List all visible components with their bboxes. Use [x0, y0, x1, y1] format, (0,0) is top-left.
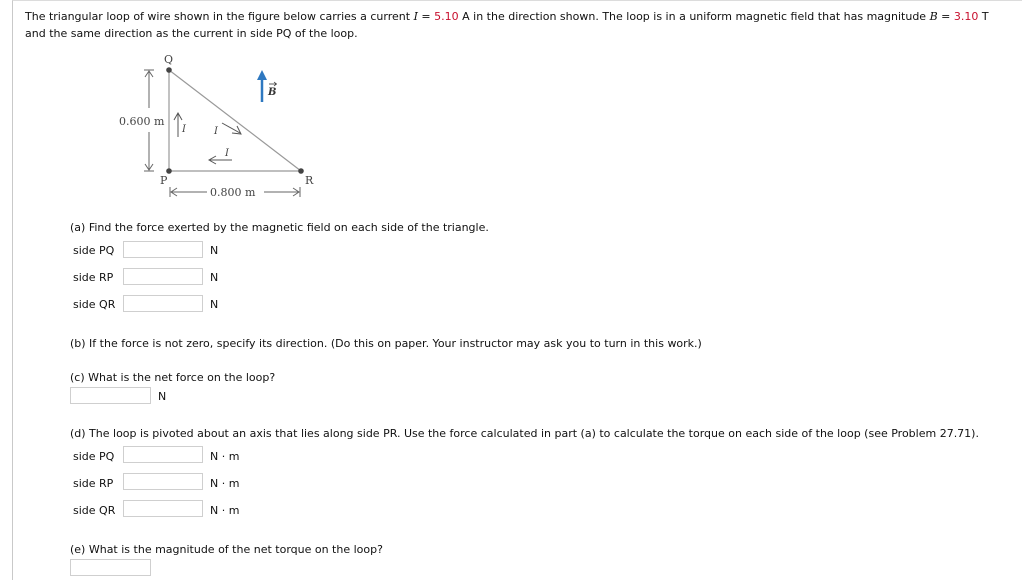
part-a-question: (a) Find the force exerted by the magnetic field on each side of the triangle.	[70, 221, 489, 234]
part-d-label-qr: side QR	[73, 504, 116, 517]
part-a-input-rp[interactable]	[123, 268, 203, 285]
part-a-unit-rp: N	[210, 271, 219, 284]
part-c-question: (c) What is the net force on the loop?	[70, 371, 276, 384]
label-r: R	[305, 174, 314, 187]
current-label-qr: I	[214, 126, 218, 137]
part-c-unit: N	[158, 390, 167, 403]
problem-text: T	[978, 10, 989, 23]
current-value: 5.10	[434, 10, 459, 23]
height-label: 0.600 m	[119, 115, 165, 128]
part-a-input-qr[interactable]	[123, 295, 203, 312]
part-d-input-pq[interactable]	[123, 446, 203, 463]
problem-text-line2: and the same direction as the current in side PQ of the loop.	[25, 27, 358, 40]
part-e-input[interactable]	[70, 559, 151, 576]
field-symbol: B	[929, 10, 938, 23]
part-d-label-pq: side PQ	[73, 450, 115, 463]
part-d-label-rp: side RP	[73, 477, 114, 490]
part-a-input-pq[interactable]	[123, 241, 203, 258]
part-d-input-qr[interactable]	[123, 500, 203, 517]
b-label: B	[268, 87, 277, 98]
vertex-r-dot	[298, 168, 304, 174]
part-a-label-pq: side PQ	[73, 244, 115, 257]
equals-sign: =	[937, 10, 954, 23]
problem-text: The triangular loop of wire shown in the figure below carries a current	[25, 10, 414, 23]
triangle-loop-figure	[110, 50, 340, 210]
current-label-rp: I	[225, 148, 229, 159]
part-a-unit-pq: N	[210, 244, 219, 257]
part-e-question: (e) What is the magnitude of the net torque on the loop?	[70, 543, 383, 556]
current-symbol: I	[413, 10, 418, 23]
part-d-unit-rp: N · m	[210, 477, 240, 490]
width-label: 0.800 m	[210, 186, 256, 199]
part-d-input-rp[interactable]	[123, 473, 203, 490]
vertex-q-dot	[166, 67, 172, 73]
field-value: 3.10	[953, 10, 979, 23]
problem-statement	[25, 8, 1015, 42]
part-b-question: (b) If the force is not zero, specify its direction. (Do this on paper. Your instructor may ask you to turn in this work.)	[70, 337, 702, 350]
problem-text: A in the direction shown. The loop is in a uniform magnetic field that has magnitude	[458, 10, 930, 23]
part-d-question: (d) The loop is pivoted about an axis that lies along side PR. Use the force calculated in part (a) to calculate the torque on each side of the loop (see Problem 27.71).	[70, 427, 979, 440]
part-d-unit-pq: N · m	[210, 450, 240, 463]
part-a-label-rp: side RP	[73, 271, 114, 284]
part-a-label-qr: side QR	[73, 298, 116, 311]
current-label-pq: I	[182, 124, 186, 135]
part-c-input[interactable]	[70, 387, 151, 404]
part-d-unit-qr: N · m	[210, 504, 240, 517]
part-a-unit-qr: N	[210, 298, 219, 311]
label-p: P	[160, 174, 168, 187]
equals-sign: =	[417, 10, 435, 23]
label-q: Q	[164, 53, 174, 66]
vertex-p-dot	[166, 168, 172, 174]
